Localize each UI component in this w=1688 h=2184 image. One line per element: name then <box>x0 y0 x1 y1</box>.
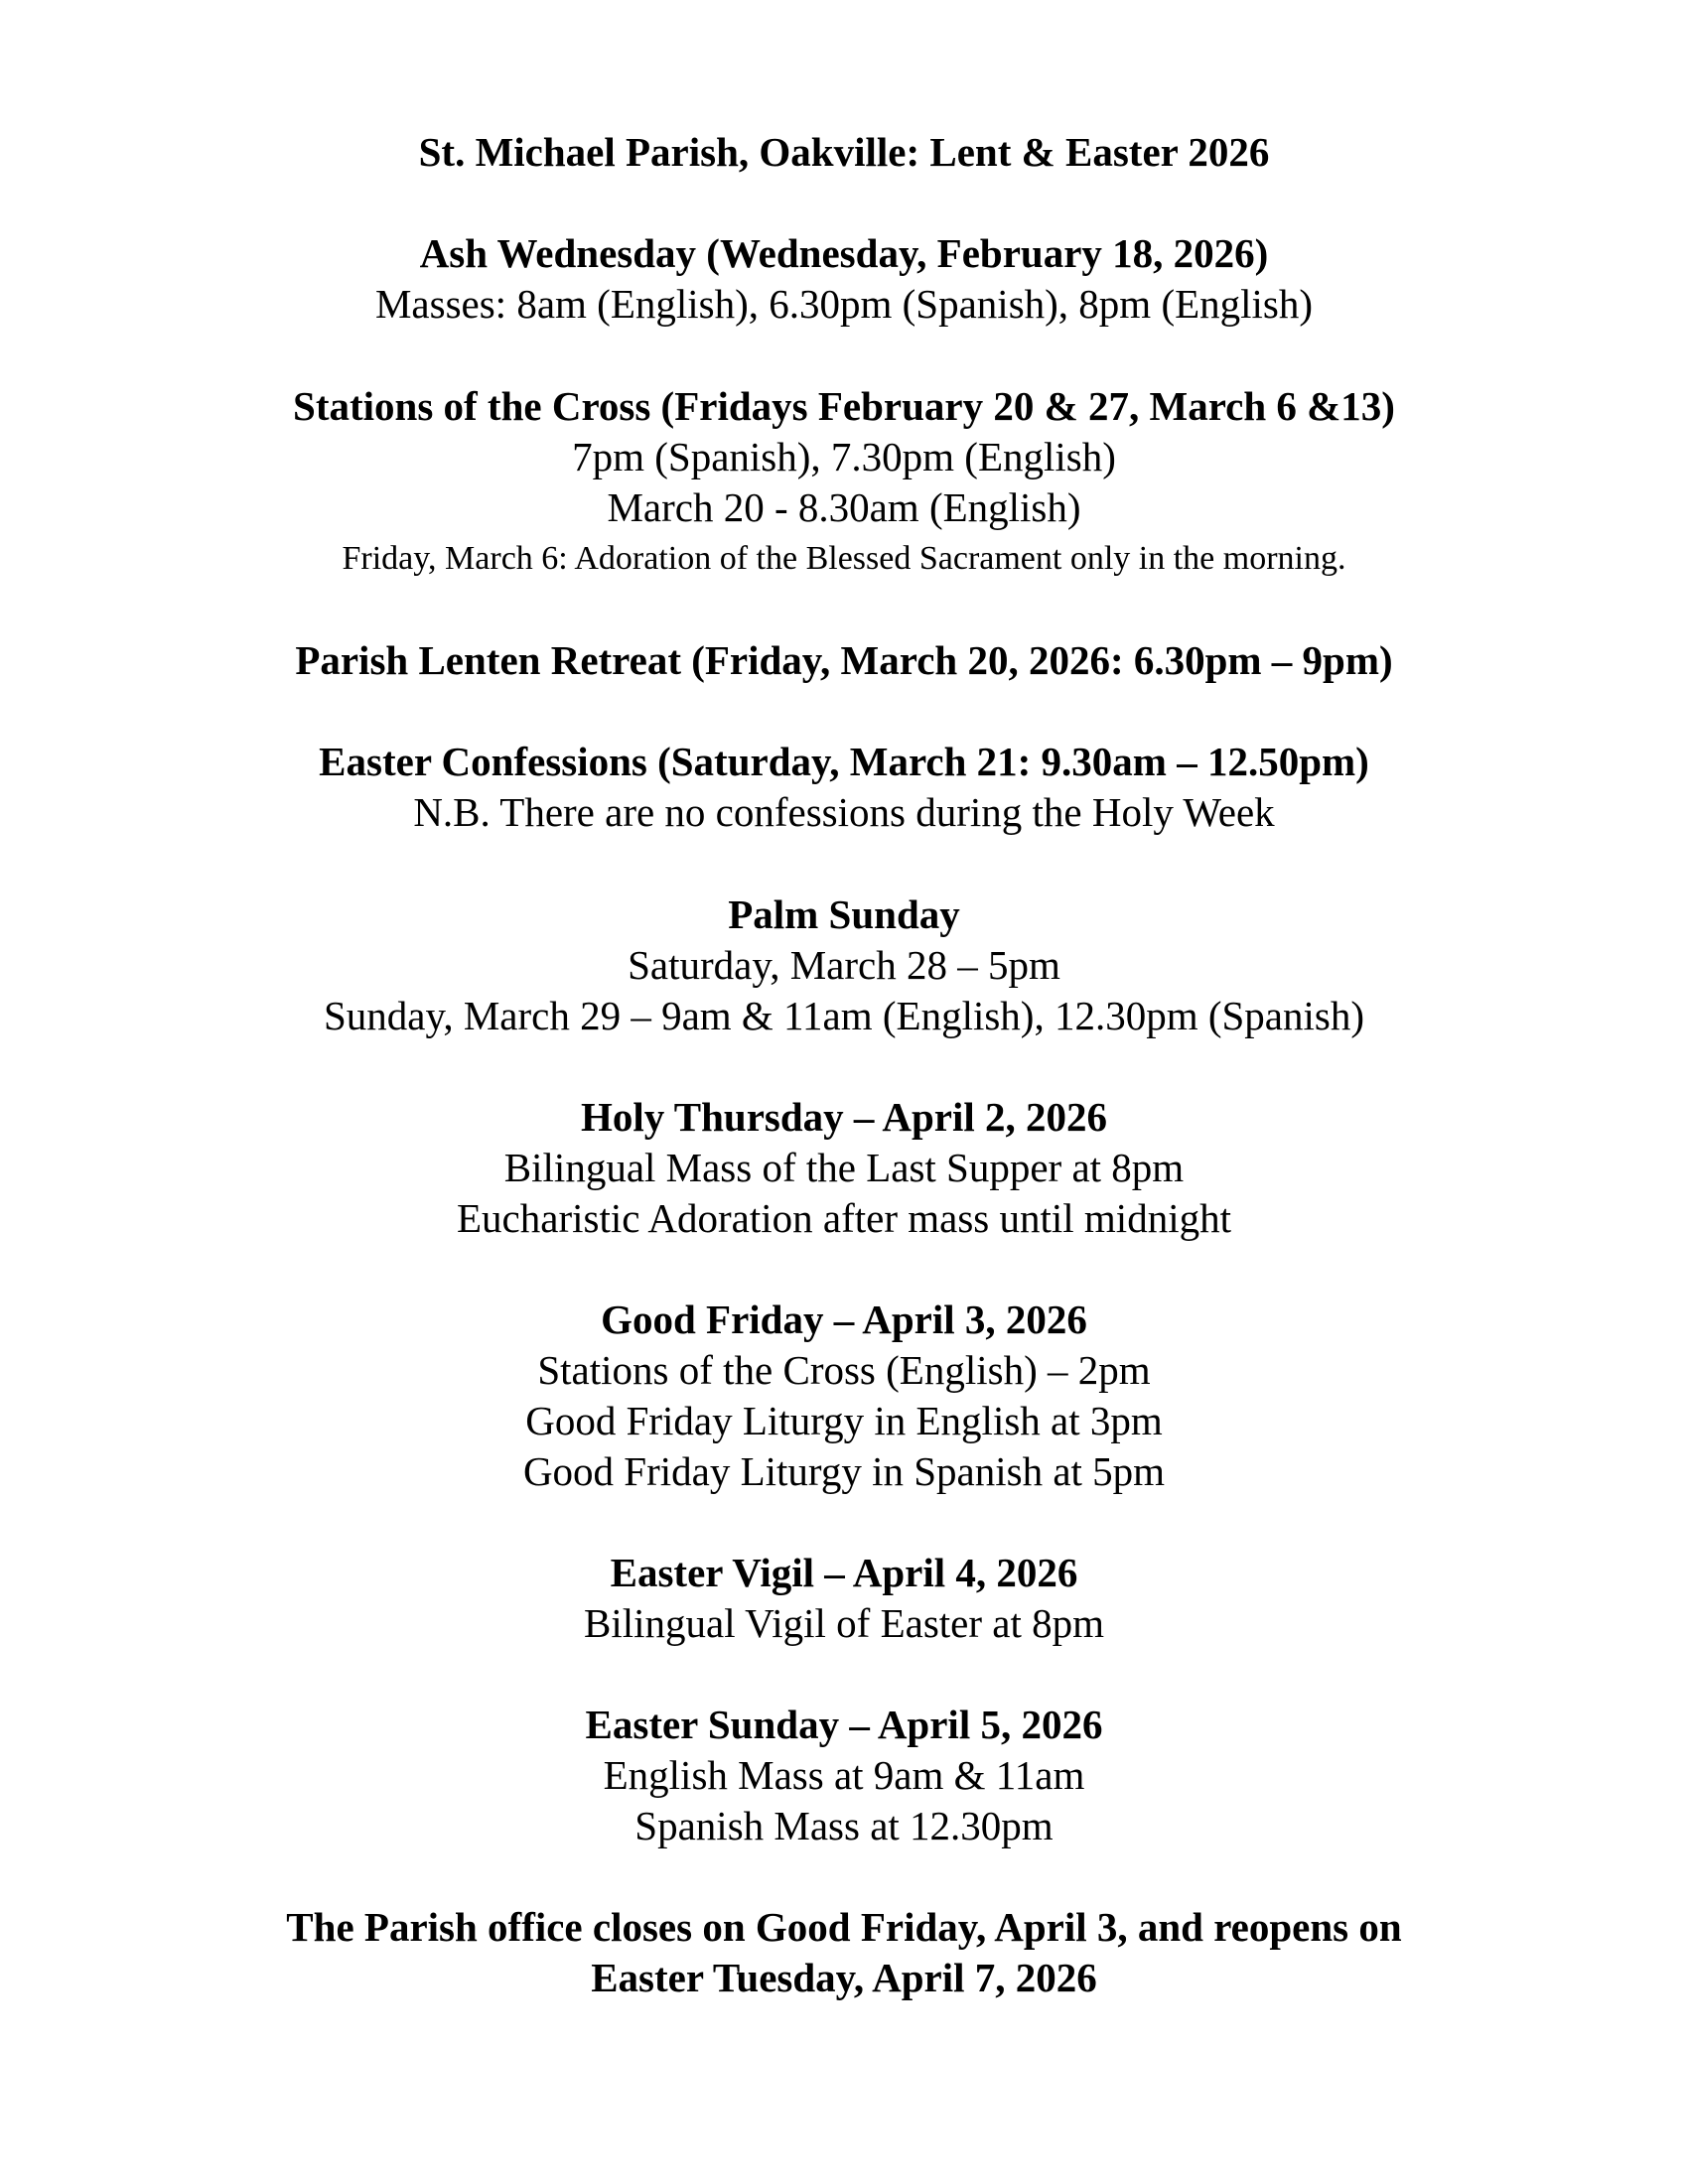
section-holy-thursday <box>0 1092 1688 1244</box>
section-easter-confessions <box>0 737 1688 838</box>
section-ash-wednesday <box>0 228 1688 330</box>
schedule-line: English Mass at 9am & 11am <box>603 1752 1085 1798</box>
section-heading: Easter Confessions (Saturday, March 21: 9.30am – 12.50pm) <box>319 739 1369 784</box>
schedule-line: Eucharistic Adoration after mass until midnight <box>457 1195 1231 1241</box>
section-office-notice <box>0 1902 1688 2003</box>
schedule-line: Good Friday Liturgy in English at 3pm <box>525 1398 1163 1443</box>
section-heading: Parish Lenten Retreat (Friday, March 20, 2026: 6.30pm – 9pm) <box>295 637 1393 683</box>
schedule-line: Bilingual Mass of the Last Supper at 8pm <box>503 1145 1185 1190</box>
schedule-line: 7pm (Spanish), 7.30pm (English) <box>572 434 1116 479</box>
office-notice-line: Easter Tuesday, April 7, 2026 <box>591 1955 1097 2000</box>
section-stations-of-the-cross <box>0 381 1688 584</box>
section-heading: Good Friday – April 3, 2026 <box>601 1297 1087 1342</box>
schedule-line: Spanish Mass at 12.30pm <box>634 1803 1054 1848</box>
section-good-friday <box>0 1295 1688 1497</box>
schedule-line: March 20 - 8.30am (English) <box>607 484 1081 530</box>
office-notice-line: The Parish office closes on Good Friday, April 3, and reopens on <box>286 1904 1402 1950</box>
schedule-line: Stations of the Cross (English) – 2pm <box>537 1347 1151 1393</box>
section-palm-sunday <box>0 889 1688 1041</box>
document-title: St. Michael Parish, Oakville: Lent & Easter 2026 <box>418 129 1270 175</box>
section-easter-sunday <box>0 1700 1688 1851</box>
section-heading: Easter Sunday – April 5, 2026 <box>585 1702 1103 1747</box>
schedule-line: Saturday, March 28 – 5pm <box>628 942 1060 988</box>
schedule-line: Masses: 8am (English), 6.30pm (Spanish), 8pm (English) <box>374 281 1314 327</box>
schedule-line: Bilingual Vigil of Easter at 8pm <box>583 1600 1104 1646</box>
schedule-line: Sunday, March 29 – 9am & 11am (English), 12.30pm (Spanish) <box>323 993 1365 1038</box>
section-heading: Ash Wednesday (Wednesday, February 18, 2026) <box>419 230 1269 276</box>
schedule-note: Friday, March 6: Adoration of the Blessed Sacrament only in the morning. <box>342 540 1346 577</box>
section-lenten-retreat <box>0 635 1688 686</box>
schedule-line: Good Friday Liturgy in Spanish at 5pm <box>522 1448 1166 1494</box>
section-heading: Palm Sunday <box>728 891 960 937</box>
section-easter-vigil <box>0 1548 1688 1649</box>
section-heading: Holy Thursday – April 2, 2026 <box>580 1094 1108 1140</box>
section-heading: Stations of the Cross (Fridays February 20 & 27, March 6 &13) <box>293 383 1395 429</box>
schedule-line: N.B. There are no confessions during the Holy Week <box>413 789 1275 835</box>
section-heading: Easter Vigil – April 4, 2026 <box>610 1550 1078 1595</box>
